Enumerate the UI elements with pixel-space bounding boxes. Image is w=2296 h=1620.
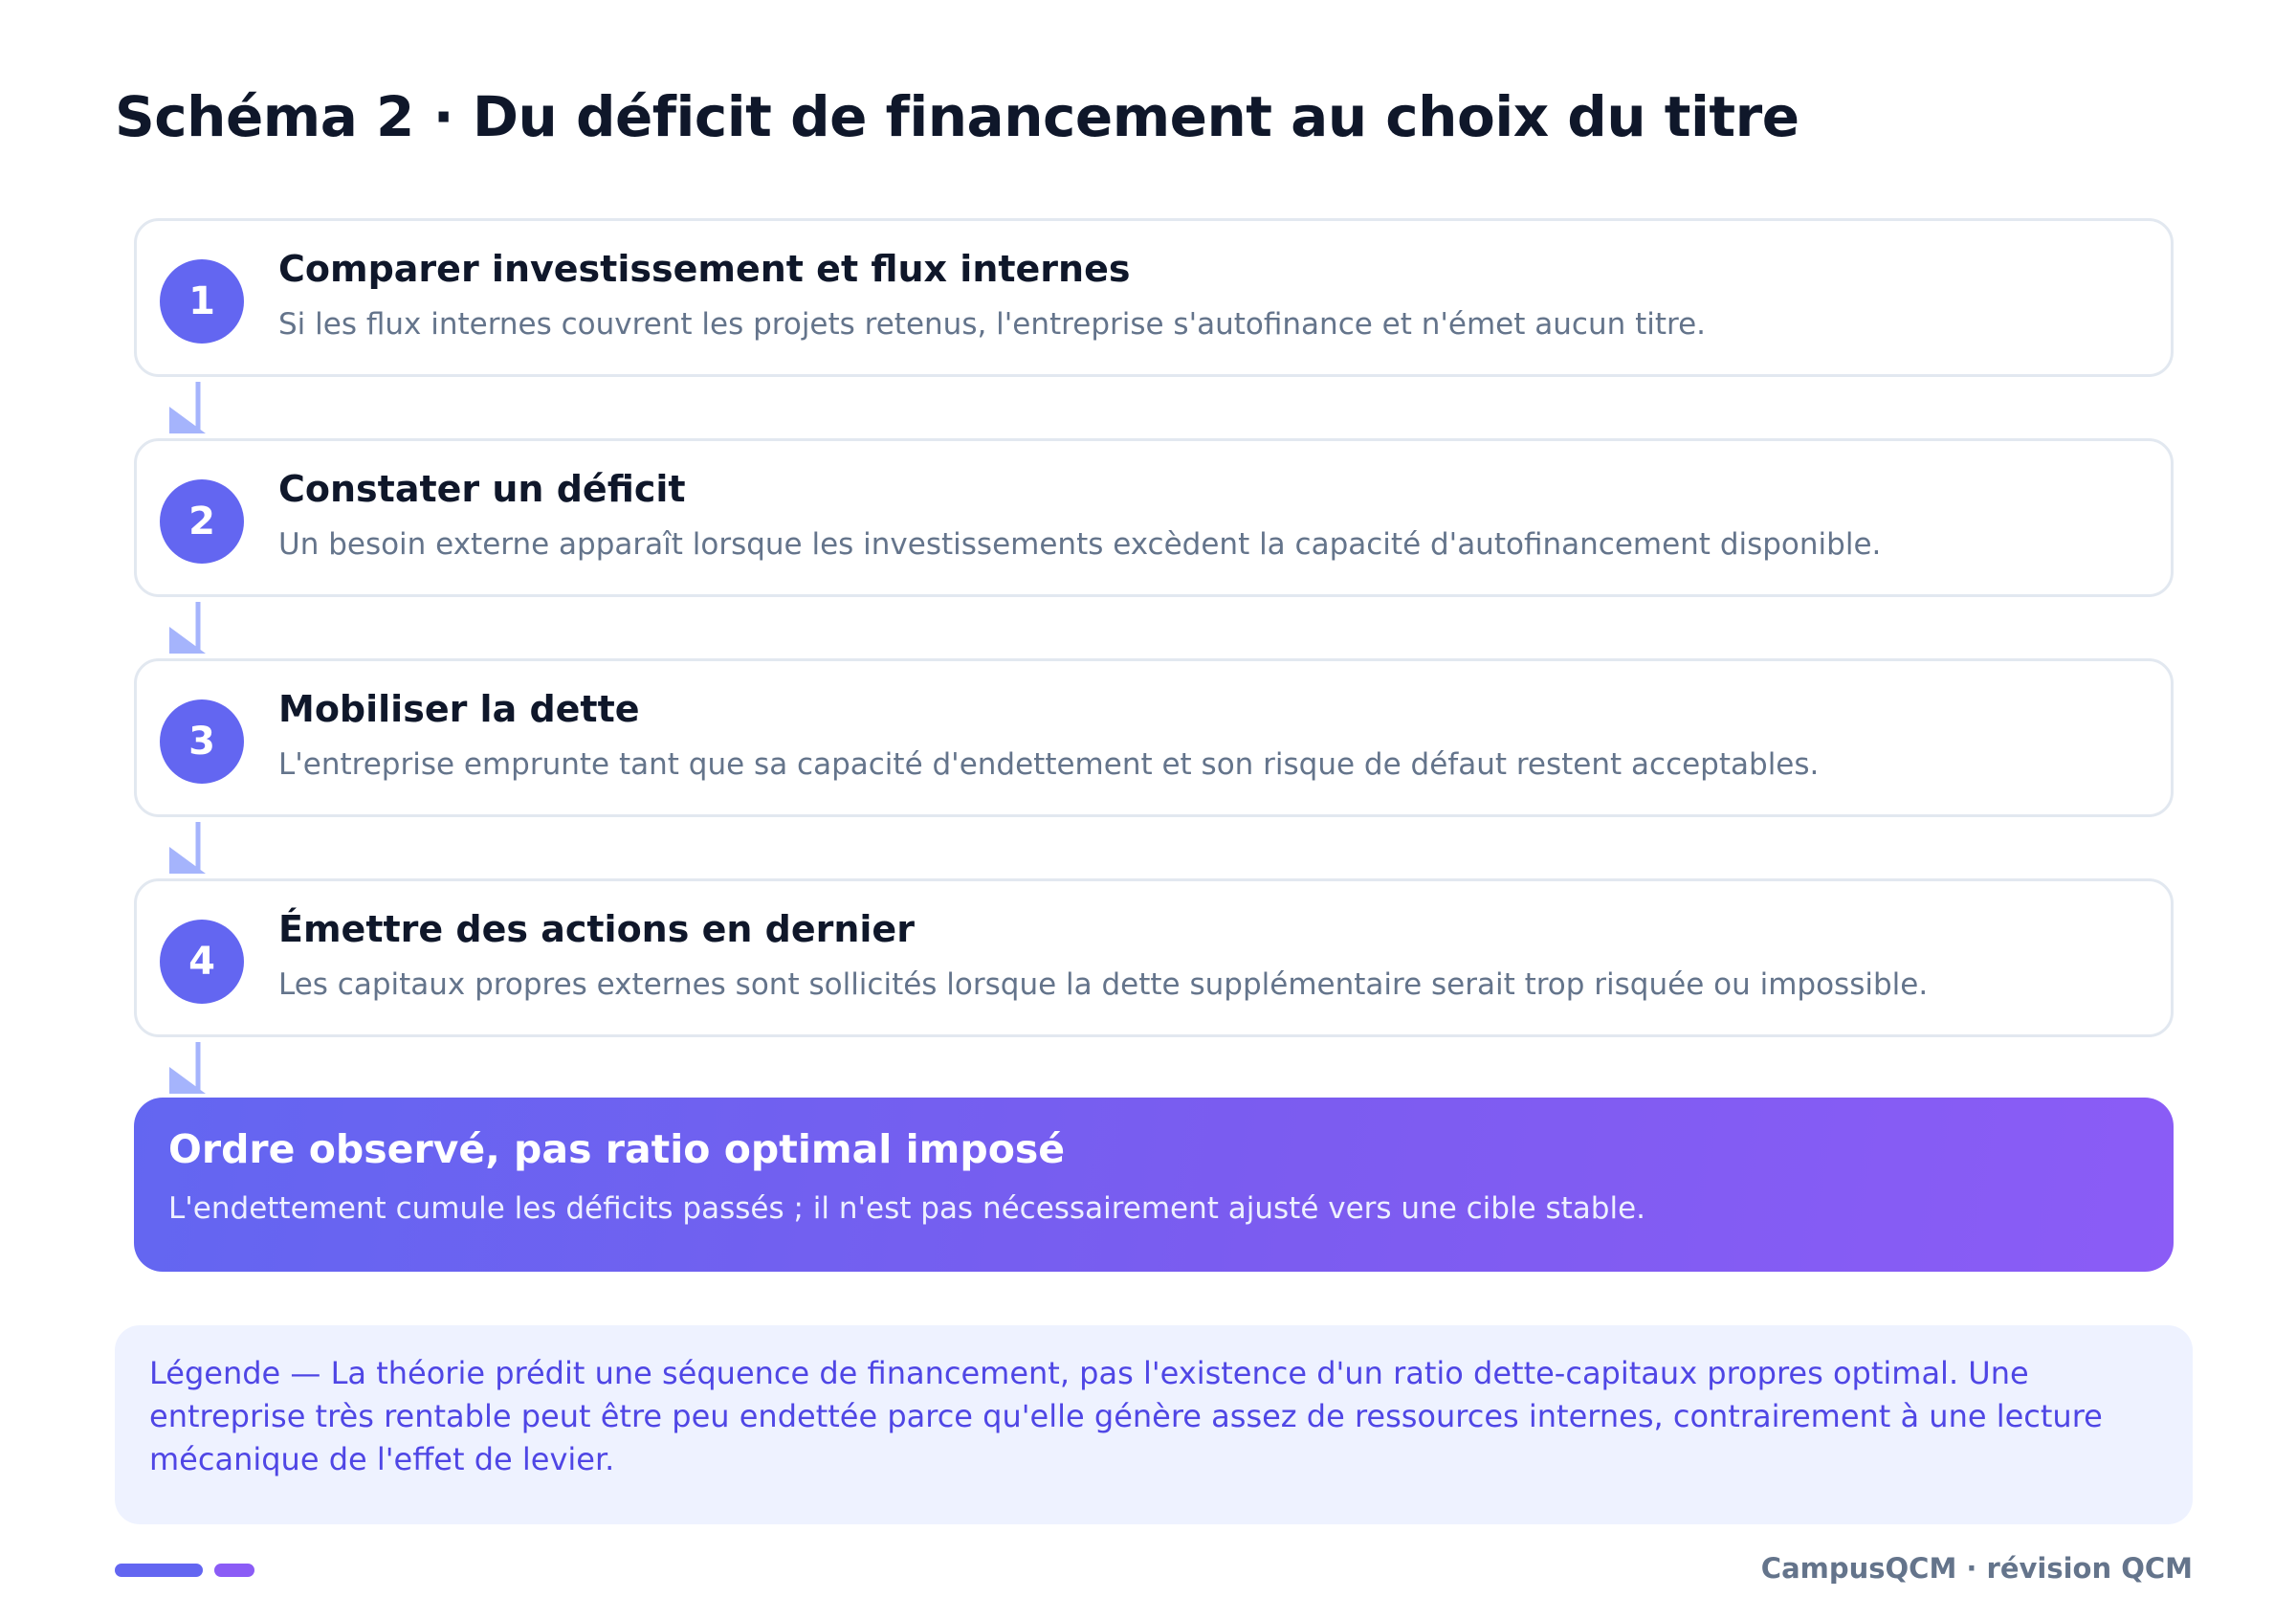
step-description: Les capitaux propres externes sont sollicités lorsque la dette supplémentaire serait trop risquée ou impossible. — [278, 967, 1929, 1002]
conclusion-card — [134, 1098, 2174, 1272]
step-number-badge: 4 — [160, 920, 244, 1004]
footer-brand: CampusQCM · révision QCM — [1760, 1552, 2193, 1585]
down-arrow-icon — [169, 1042, 213, 1098]
step-list — [134, 218, 2174, 1098]
step-title: Mobiliser la dette — [278, 688, 640, 730]
down-arrow-icon — [169, 822, 213, 877]
step-description: Si les flux internes couvrent les projets retenus, l'entreprise s'autofinance et n'émet aucun titre. — [278, 307, 1707, 342]
step-title: Émettre des actions en dernier — [278, 908, 915, 950]
step-title: Comparer investissement et flux internes — [278, 248, 1131, 290]
step-card-1 — [134, 218, 2174, 377]
step-card-4 — [134, 878, 2174, 1037]
down-arrow-icon — [169, 382, 213, 437]
conclusion-title: Ordre observé, pas ratio optimal imposé — [168, 1126, 1066, 1172]
legend-box — [115, 1325, 2193, 1524]
step-card-2 — [134, 438, 2174, 597]
legend-text: Légende — La théorie prédit une séquence de financement, pas l'existence d'un ratio dette-capitaux propres optimal. Une entreprise très rentable peut être peu endettée parce qu'elle génère assez de ressources internes, contrairement à une lecture mécanique de l'effet de levier. — [149, 1355, 2103, 1477]
down-arrow-icon — [169, 602, 213, 657]
step-description: Un besoin externe apparaît lorsque les investissements excèdent la capacité d'autofinancement disponible. — [278, 527, 1882, 562]
step-card-3 — [134, 658, 2174, 817]
step-number-badge: 1 — [160, 259, 244, 344]
step-number-badge: 3 — [160, 699, 244, 784]
step-title: Constater un déficit — [278, 468, 686, 510]
decorative-accent-bar — [115, 1564, 203, 1577]
page-title: Schéma 2 · Du déficit de financement au choix du titre — [115, 84, 1799, 149]
step-number-badge: 2 — [160, 479, 244, 564]
step-description: L'entreprise emprunte tant que sa capacité d'endettement et son risque de défaut restent acceptables. — [278, 747, 1820, 782]
decorative-accent-bar-secondary — [214, 1564, 254, 1577]
conclusion-description: L'endettement cumule les déficits passés ; il n'est pas nécessairement ajusté vers une cible stable. — [168, 1191, 1646, 1226]
